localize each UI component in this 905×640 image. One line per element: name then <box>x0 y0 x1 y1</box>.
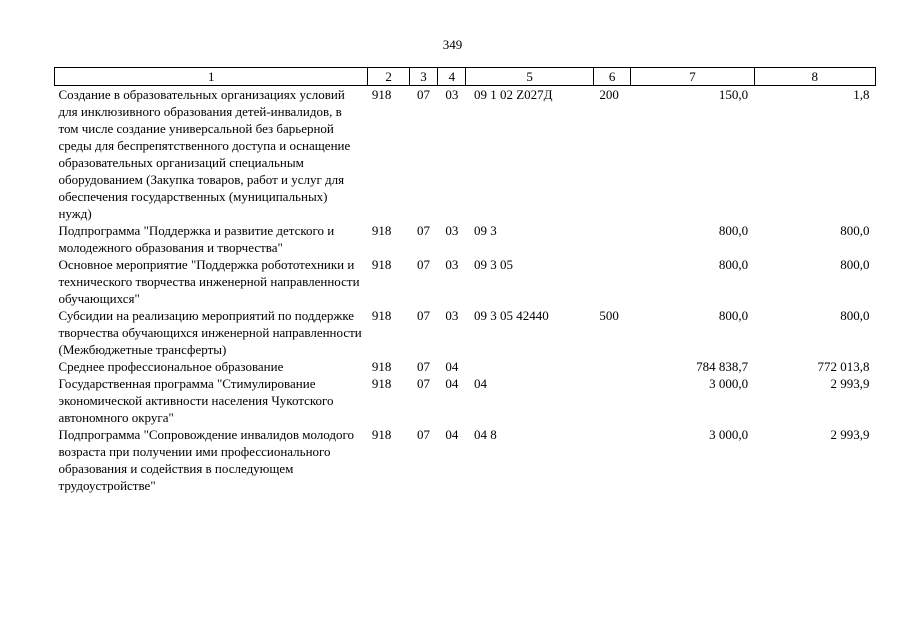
expense-type-cell <box>593 426 630 494</box>
table-row <box>55 86 876 223</box>
column-header: 6 <box>593 68 630 86</box>
amount-cell-col7: 800,0 <box>718 223 749 238</box>
target-article-cell: 09 3 05 42440 <box>473 308 549 323</box>
amount-cell-col8: 800,0 <box>840 257 870 272</box>
expense-type-cell <box>593 222 630 256</box>
subsection-cell: 03 <box>445 87 459 102</box>
table-row <box>55 222 876 256</box>
budget-table <box>54 67 876 494</box>
ministry-code-cell: 918 <box>371 308 392 323</box>
expense-type-cell: 500 <box>599 308 619 323</box>
table-row <box>55 426 876 494</box>
target-article-cell: 09 3 <box>473 223 497 238</box>
section-cell: 07 <box>417 359 431 374</box>
amount-cell-col8: 800,0 <box>840 223 870 238</box>
ministry-code-cell: 918 <box>371 427 392 442</box>
subsection-cell: 03 <box>445 223 459 238</box>
subsection-cell: 04 <box>445 376 459 391</box>
target-article-cell: 09 3 05 <box>473 257 513 272</box>
item-name-cell: Подпрограмма "Сопровождение инвалидов молодого возраста при получении ими профессионального образования и содействия в последующем трудоустройстве" <box>58 427 355 493</box>
column-header: 2 <box>368 68 409 86</box>
ministry-code-cell: 918 <box>371 359 392 374</box>
section-cell: 07 <box>417 376 431 391</box>
section-cell: 07 <box>417 308 431 323</box>
target-article-cell: 09 1 02 Z027Д <box>473 87 553 102</box>
subsection-cell: 04 <box>445 359 459 374</box>
column-header: 4 <box>438 68 466 86</box>
amount-cell-col8: 1,8 <box>853 87 870 102</box>
column-header: 8 <box>754 68 875 86</box>
section-cell: 07 <box>417 257 431 272</box>
item-name-cell: Подпрограмма "Поддержка и развитие детского и молодежного образования и творчества" <box>58 223 335 255</box>
target-article-cell: 04 <box>473 376 487 391</box>
column-header: 1 <box>55 68 368 86</box>
amount-cell-col7: 800,0 <box>718 257 749 272</box>
expense-type-cell: 200 <box>599 87 619 102</box>
item-name-cell: Субсидии на реализацию мероприятий по поддержке творчества обучающихся инженерной направленности (Межбюджетные трансферты) <box>58 308 362 357</box>
expense-type-cell <box>593 256 630 307</box>
expense-type-cell <box>593 358 630 375</box>
amount-cell-col8: 2 993,9 <box>830 427 870 442</box>
item-name-cell: Основное мероприятие "Поддержка робототехники и технического творчества инженерной направленности обучающихся" <box>58 257 360 306</box>
item-name-cell: Государственная программа "Стимулирование экономической активности населения Чукотского автономного округа" <box>58 376 334 425</box>
item-name-cell: Создание в образовательных организациях условий для инклюзивного образования детей-инвалидов, в том числе создание универсальной без барьерной среды для беспрепятственного доступа и оснащение образовательных организаций специальным оборудованием (Закупка товаров, работ и услуг для обеспечения государственных (муниципальных) нужд) <box>58 87 351 221</box>
amount-cell-col7: 150,0 <box>718 87 749 102</box>
ministry-code-cell: 918 <box>371 257 392 272</box>
amount-cell-col7: 800,0 <box>718 308 749 323</box>
column-header: 5 <box>466 68 593 86</box>
amount-cell-col8: 800,0 <box>840 308 870 323</box>
expense-type-cell <box>593 375 630 426</box>
page-number: 349 <box>442 37 463 52</box>
target-article-cell: 04 8 <box>473 427 497 442</box>
table-row <box>55 256 876 307</box>
amount-cell-col7: 3 000,0 <box>709 376 749 391</box>
section-cell: 07 <box>417 223 431 238</box>
table-row <box>55 375 876 426</box>
amount-cell-col7: 3 000,0 <box>709 427 749 442</box>
subsection-cell: 03 <box>445 257 459 272</box>
amount-cell-col8: 2 993,9 <box>830 376 870 391</box>
subsection-cell: 03 <box>445 308 459 323</box>
table-row <box>55 307 876 358</box>
target-article-cell <box>466 358 593 375</box>
column-number-row <box>55 68 876 86</box>
table-row <box>55 358 876 375</box>
amount-cell-col7: 784 838,7 <box>696 359 749 374</box>
column-header: 7 <box>631 68 754 86</box>
ministry-code-cell: 918 <box>371 376 392 391</box>
section-cell: 07 <box>417 87 431 102</box>
ministry-code-cell: 918 <box>371 223 392 238</box>
subsection-cell: 04 <box>445 427 459 442</box>
section-cell: 07 <box>417 427 431 442</box>
ministry-code-cell: 918 <box>371 87 392 102</box>
item-name-cell: Среднее профессиональное образование <box>58 359 284 374</box>
amount-cell-col8: 772 013,8 <box>817 359 870 374</box>
column-header: 3 <box>409 68 437 86</box>
